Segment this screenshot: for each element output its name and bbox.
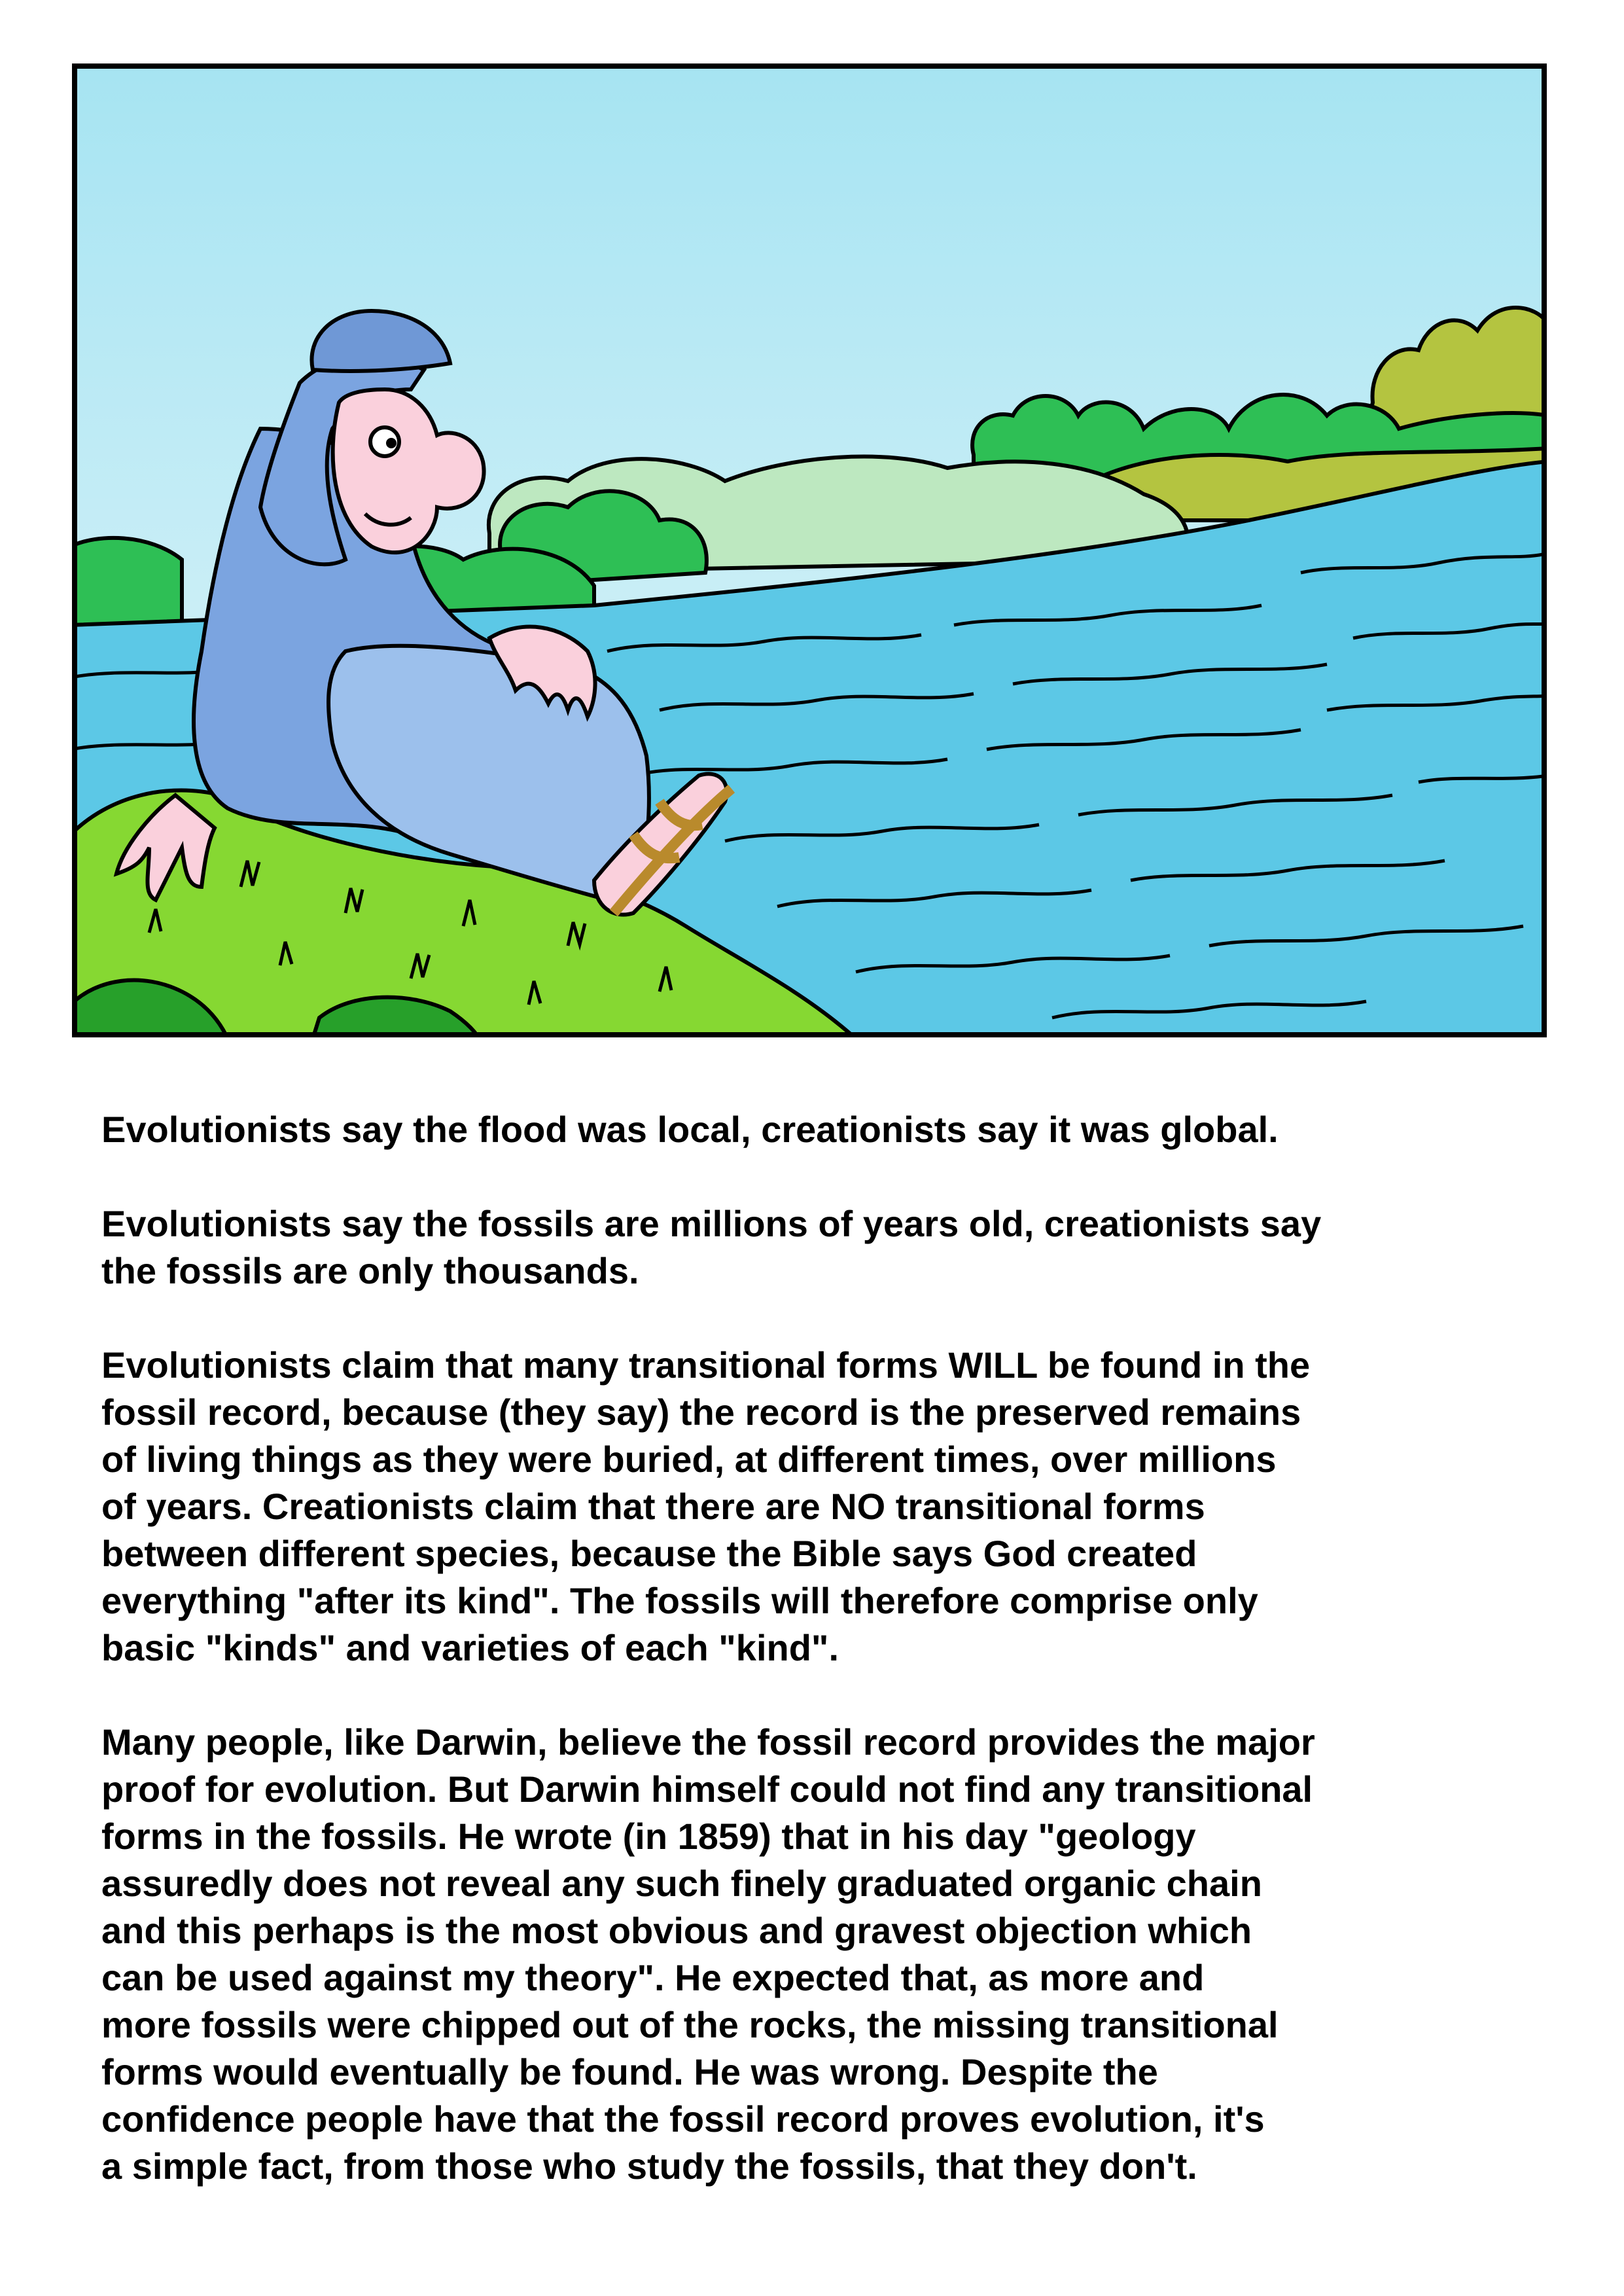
- river-scene-image: [71, 62, 1548, 1039]
- paragraph-darwin: Many people, like Darwin, believe the fossil record provides the major proof for evolution. But Darwin himself could not find any transitional forms in the fossils. He wrote (in 1859) that in his day "geology assuredly does not reveal any such finely graduated organic chain and this perhaps is the most obvious and gravest objection which can be used against my theory". He expected that, as more and more fossils were chipped out of the rocks, the missing transitional forms would eventually be found. He was wrong. Despite the confidence people have that the fossil record proves evolution, it's a simple fact, from those who study the fossils, that they don't.: [101, 1721, 1315, 2187]
- cartoon-illustration: [71, 62, 1548, 1039]
- body-text: [101, 1106, 1534, 2237]
- paragraph-flood: Evolutionists say the flood was local, creationists say it was global.: [101, 1109, 1279, 1150]
- paragraph-fossil-age: Evolutionists say the fossils are millions of years old, creationists say the fossils are only thousands.: [101, 1203, 1322, 1291]
- paragraph-transitional-forms: Evolutionists claim that many transitional forms WILL be found in the fossil record, because (they say) the record is the preserved remains of living things as they were buried, at different times, over millions of years. Creationists claim that there are NO transitional forms between different species, because the Bible says God created everything "after its kind". The fossils will therefore comprise only basic "kinds" and varieties of each "kind".: [101, 1344, 1311, 1668]
- pupil: [386, 438, 397, 448]
